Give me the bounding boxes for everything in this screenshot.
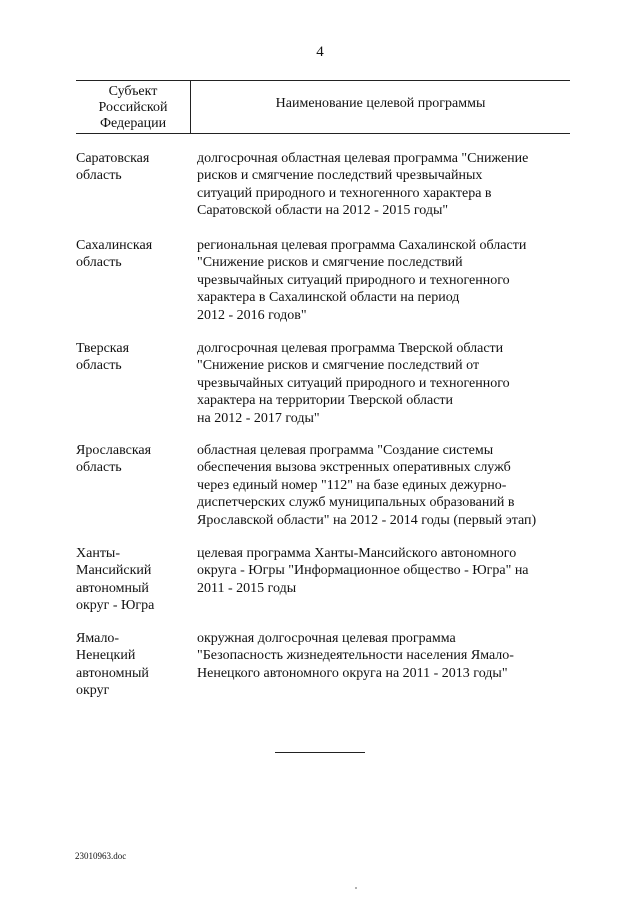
subject-line: Ненецкий bbox=[76, 648, 136, 664]
program-line: округа - Югры "Информационное общество - Югра" на bbox=[197, 563, 529, 579]
scan-dot bbox=[355, 887, 357, 889]
header-subject-line: Российской bbox=[98, 100, 168, 115]
subject-line: Сахалинская bbox=[76, 238, 153, 253]
subject-line: Саратовская bbox=[76, 151, 150, 166]
program-cell bbox=[197, 630, 577, 682]
header-subject-line: Субъект bbox=[108, 84, 158, 99]
program-line: "Снижение рисков и смягчение последствий от bbox=[197, 358, 480, 374]
program-line: через единый номер "112" на базе единых дежурно- bbox=[197, 477, 507, 493]
page-number: 4 bbox=[316, 44, 324, 60]
subject-line: Мансийский bbox=[76, 563, 152, 579]
subject-cell bbox=[76, 442, 186, 477]
program-line: Ненецкого автономного округа на 2011 - 2013 годы" bbox=[197, 665, 508, 681]
program-line: целевая программа Ханты-Мансийского автономного bbox=[197, 546, 517, 561]
program-line: региональная целевая программа Сахалинской области bbox=[197, 238, 527, 253]
subject-line: автономный bbox=[76, 580, 149, 596]
subject-line: Тверская bbox=[76, 341, 130, 356]
header-bottom-rule bbox=[76, 133, 570, 134]
program-line: "Снижение рисков и смягчение последствий bbox=[197, 255, 463, 271]
header-subject bbox=[76, 84, 190, 132]
subject-cell bbox=[76, 237, 186, 272]
program-line: 2012 - 2016 годов" bbox=[197, 307, 307, 323]
subject-line: автономный bbox=[76, 665, 149, 681]
subject-line: область bbox=[76, 460, 122, 476]
subject-line: область bbox=[76, 168, 122, 184]
header-subject-line: Федерации bbox=[99, 116, 167, 131]
program-cell bbox=[197, 545, 577, 597]
program-line: на 2012 - 2017 годы" bbox=[197, 410, 320, 426]
subject-line: область bbox=[76, 358, 122, 374]
program-cell bbox=[197, 237, 577, 324]
subject-line: Ямало- bbox=[76, 631, 120, 646]
program-line: долгосрочная областная целевая программа "Снижение bbox=[197, 151, 529, 166]
subject-cell bbox=[76, 545, 186, 615]
subject-line: Ярославская bbox=[76, 443, 152, 458]
program-cell bbox=[197, 442, 577, 529]
program-line: областная целевая программа "Создание системы bbox=[197, 443, 494, 458]
program-cell bbox=[197, 340, 577, 427]
program-line: чрезвычайных ситуаций природного и техногенного bbox=[197, 375, 510, 391]
program-line: рисков и смягчение последствий чрезвычайных bbox=[197, 168, 483, 184]
program-line: ситуаций природного и техногенного характера в bbox=[197, 185, 492, 201]
program-line: окружная долгосрочная целевая программа bbox=[197, 631, 456, 646]
subject-cell bbox=[76, 630, 186, 700]
program-line: "Безопасность жизнедеятельности населения Ямало- bbox=[197, 648, 514, 664]
program-line: 2011 - 2015 годы bbox=[197, 580, 297, 596]
subject-line: округ - Югра bbox=[76, 598, 155, 614]
subject-cell bbox=[76, 340, 186, 375]
end-of-document-rule bbox=[275, 752, 365, 753]
header-program: Наименование целевой программы bbox=[275, 96, 486, 111]
program-line: характера на территории Тверской области bbox=[197, 393, 454, 409]
subject-line: область bbox=[76, 255, 122, 271]
program-line: диспетчерских служб муниципальных образований в bbox=[197, 495, 515, 511]
program-cell bbox=[197, 150, 577, 220]
table-top-rule bbox=[76, 80, 570, 81]
subject-line: округ bbox=[76, 683, 110, 699]
file-code: 23010963.doc bbox=[75, 851, 127, 861]
program-line: долгосрочная целевая программа Тверской области bbox=[197, 341, 504, 356]
program-line: чрезвычайных ситуаций природного и техногенного bbox=[197, 272, 510, 288]
program-line: Ярославской области" на 2012 - 2014 годы (первый этап) bbox=[197, 512, 537, 528]
program-line: Саратовской области на 2012 - 2015 годы" bbox=[197, 203, 449, 219]
program-line: характера в Сахалинской области на период bbox=[197, 290, 460, 306]
subject-line: Ханты- bbox=[76, 546, 121, 561]
subject-cell bbox=[76, 150, 186, 185]
program-line: обеспечения вызова экстренных оперативных служб bbox=[197, 460, 511, 476]
